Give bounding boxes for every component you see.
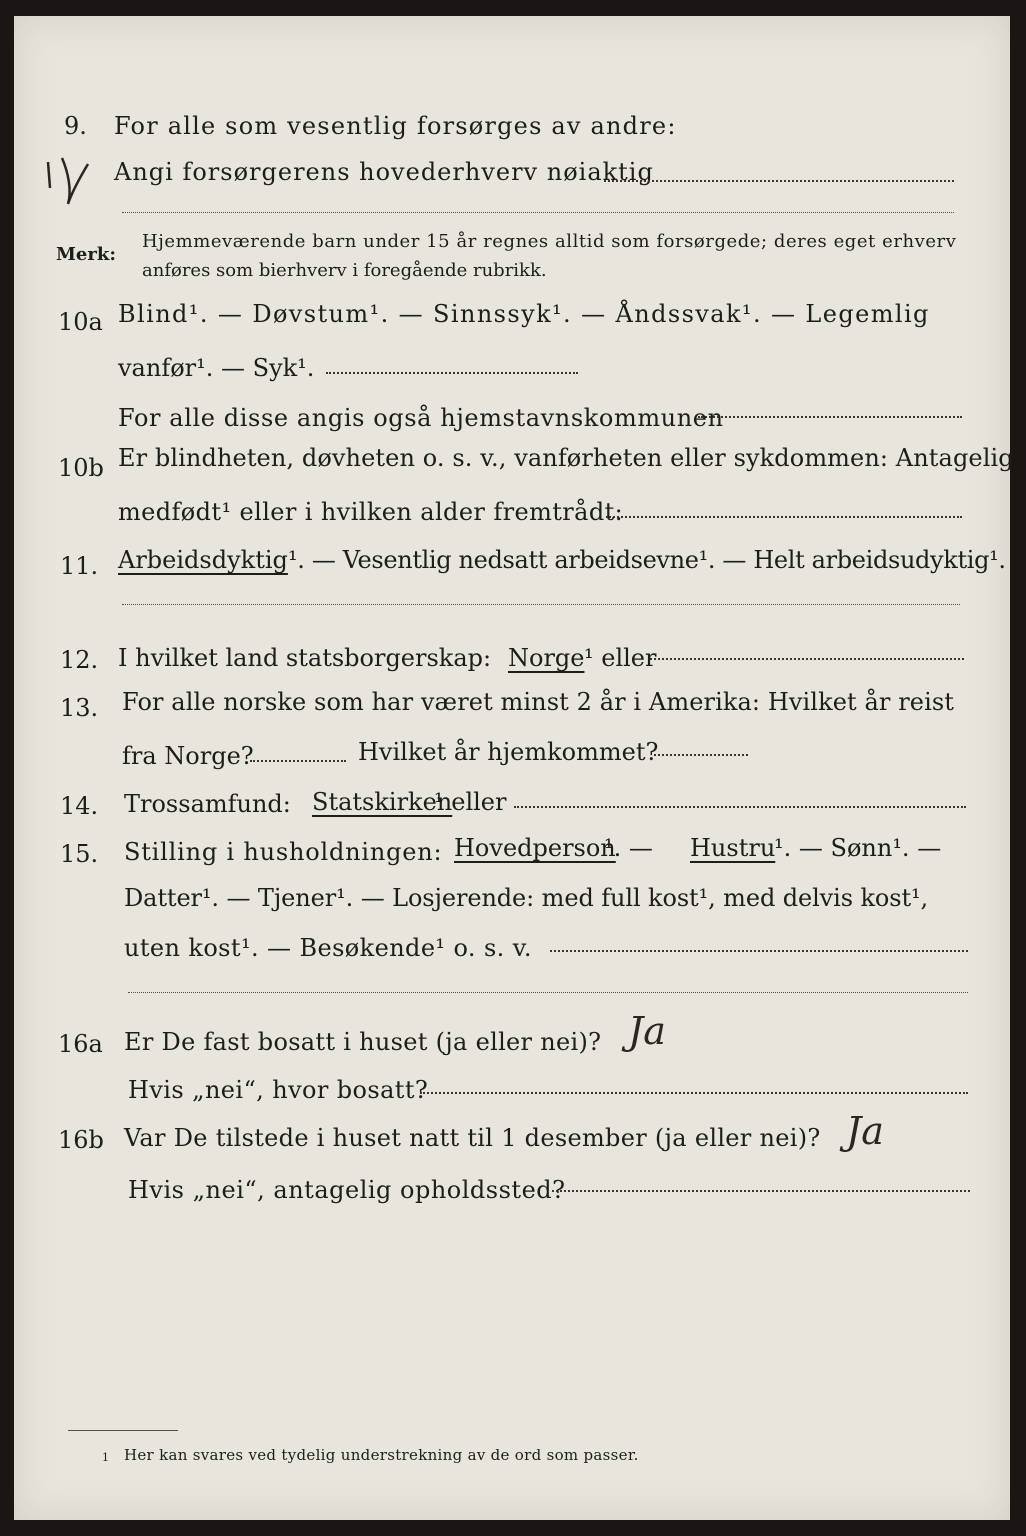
footnote-text: Her kan svares ved tydelig understrekning av de ord som passer. bbox=[124, 1446, 639, 1464]
q14-underlined-answer: Statskirken bbox=[312, 788, 453, 816]
q15-extra-line[interactable] bbox=[128, 992, 968, 993]
q9-line1: For alle som vesentlig forsørges av andre: bbox=[114, 112, 677, 140]
q15-underlined-role-1: Hovedperson bbox=[454, 834, 616, 862]
handwritten-check-mark bbox=[42, 152, 92, 210]
q13-number: 13. bbox=[60, 694, 99, 722]
q15-answer-line[interactable] bbox=[550, 950, 968, 952]
q16b-answer-line[interactable] bbox=[552, 1190, 970, 1192]
footnote-mark: 1 bbox=[102, 1451, 109, 1464]
q15-mid: ¹. — bbox=[604, 834, 653, 862]
q15-text: Stilling i husholdningen: bbox=[124, 838, 443, 866]
q11-rest: ¹. — Vesentlig nedsatt arbeidsevne¹. — Helt arbeidsudyktig¹. bbox=[288, 546, 1006, 574]
footnote-separator bbox=[68, 1430, 178, 1431]
q13-line1: For alle norske som har været minst 2 år i Amerika: Hvilket år reist bbox=[122, 688, 955, 716]
q10a-line1: Blind¹. — Døvstum¹. — Sinnssyk¹. — Åndssvak¹. — Legemlig bbox=[118, 300, 930, 328]
q13-line2a: fra Norge? bbox=[122, 742, 254, 770]
q12-rest: ¹ eller bbox=[584, 644, 657, 672]
q11-underlined-answer: Arbeidsdyktig bbox=[118, 546, 288, 574]
q12-underlined-answer: Norge bbox=[508, 644, 585, 672]
q9-number: 9. bbox=[64, 112, 87, 140]
q15-line2: Datter¹. — Tjener¹. — Losjerende: med full kost¹, med delvis kost¹, bbox=[124, 884, 929, 912]
q9-extra-line[interactable] bbox=[122, 212, 954, 213]
q10a-number: 10a bbox=[58, 308, 103, 336]
q16b-number: 16b bbox=[58, 1126, 104, 1154]
q13-year-returned-line[interactable] bbox=[654, 754, 748, 756]
census-form-page bbox=[14, 16, 1014, 1520]
q16a-line1: Er De fast bosatt i huset (ja eller nei)? bbox=[124, 1028, 602, 1056]
q10b-answer-line[interactable] bbox=[606, 516, 962, 518]
q16a-handwritten-answer: Ja bbox=[628, 1009, 666, 1053]
q15-rest: ¹. — Sønn¹. — bbox=[774, 834, 942, 862]
q14-rest: ¹ eller bbox=[434, 788, 507, 816]
q12-answer-line[interactable] bbox=[650, 658, 964, 660]
q10a-line3: For alle disse angis også hjemstavnskommunen bbox=[118, 404, 724, 432]
q16a-answer-line[interactable] bbox=[420, 1092, 968, 1094]
q12-number: 12. bbox=[60, 646, 99, 674]
q10a-line2: vanfør¹. — Syk¹. bbox=[118, 354, 315, 382]
q16a-number: 16a bbox=[58, 1030, 103, 1058]
q13-line2b: Hvilket år hjemkommet? bbox=[358, 738, 659, 766]
q14-number: 14. bbox=[60, 792, 99, 820]
q16b-line1: Var De tilstede i huset natt til 1 desember (ja eller nei)? bbox=[124, 1124, 821, 1152]
q14-text: Trossamfund: bbox=[124, 790, 291, 818]
q16b-handwritten-answer: Ja bbox=[846, 1109, 884, 1153]
note-line1: Hjemmeværende barn under 15 år regnes alltid som forsørgede; deres eget erhverv bbox=[142, 231, 957, 252]
q10b-number: 10b bbox=[58, 454, 104, 482]
q10a-sick-line[interactable] bbox=[326, 372, 578, 374]
q11-extra-line[interactable] bbox=[122, 604, 960, 605]
q15-underlined-role-2: Hustru bbox=[690, 834, 776, 862]
q15-number: 15. bbox=[60, 840, 99, 868]
q9-answer-line[interactable] bbox=[604, 180, 954, 182]
q11-number: 11. bbox=[60, 552, 99, 580]
q10a-municipality-line[interactable] bbox=[698, 416, 962, 418]
q14-answer-line[interactable] bbox=[514, 806, 966, 808]
note-line2: anføres som bierhverv i foregående rubrikk. bbox=[142, 260, 547, 281]
q12-text: I hvilket land statsborgerskap: bbox=[118, 644, 492, 672]
q16a-line2: Hvis „nei“, hvor bosatt? bbox=[128, 1076, 429, 1104]
q15-line3: uten kost¹. — Besøkende¹ o. s. v. bbox=[124, 934, 532, 962]
q9-line2: Angi forsørgerens hovederhverv nøiaktig bbox=[114, 158, 654, 186]
q10b-line2: medfødt¹ eller i hvilken alder fremtrådt: bbox=[118, 498, 624, 526]
q10b-line1: Er blindheten, døvheten o. s. v., vanførheten eller sykdommen: Antagelig bbox=[118, 444, 1014, 472]
q16b-line2: Hvis „nei“, antagelig opholdssted? bbox=[128, 1176, 566, 1204]
note-label: Merk: bbox=[56, 244, 116, 265]
q13-year-left-line[interactable] bbox=[250, 760, 346, 762]
